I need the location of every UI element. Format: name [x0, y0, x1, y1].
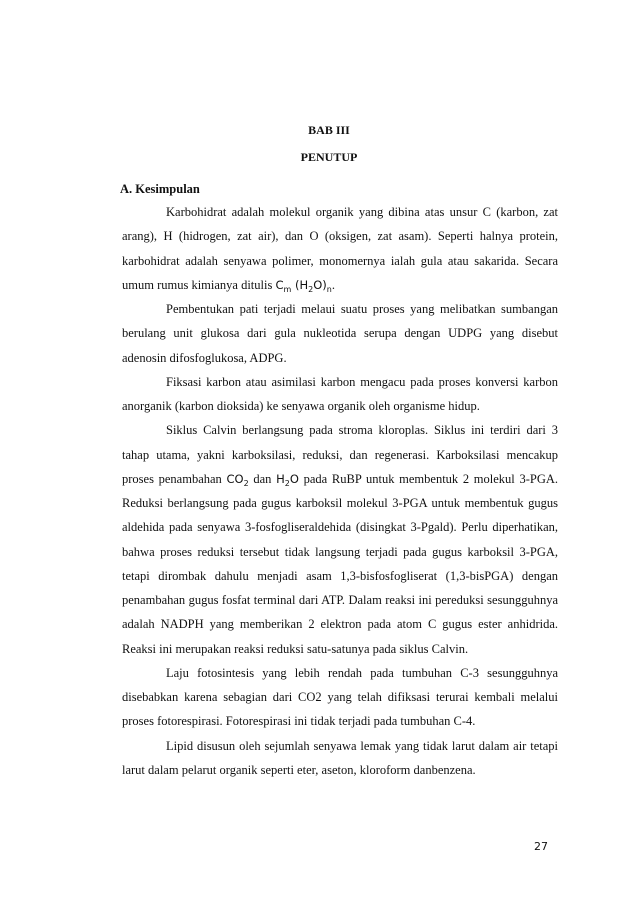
calvin-text-start: Siklus Calvin berlangsung pada stroma kloroplas. Siklus ini terdiri dari 3 tahap utama, yakni karboksilasi, reduksi, dan regenerasi. Karboksilasi mencakup proses penambahan: [122, 423, 558, 486]
paragraph-carbohydrate-text: Karbohidrat adalah molekul organik yang dibina atas unsur C (karbon, zat arang), H (hidrogen, zat air), dan O (oksigen, zat asam). Seperti halnya protein, karbohidrat adalah senyawa polimer, monomernya ialah gula atau sakarida. Secara umum rumus kimianya ditulis: [122, 205, 558, 292]
calvin-text-between: dan: [248, 471, 277, 486]
co2-formula: [226, 472, 248, 486]
paragraph-lipid: Lipid disusun oleh sejumlah senyawa lemak yang tidak larut dalam air tetapi larut dalam pelarut organik seperti eter, aseton, kloroform danbenzena.: [122, 738, 558, 777]
carbohydrate-formula: [275, 278, 331, 292]
chapter-title: PENUTUP: [300, 150, 358, 164]
formula-h: (H: [291, 277, 309, 292]
h2o-o: O: [289, 471, 299, 486]
paragraph-starch: Pembentukan pati terjadi melaui suatu proses yang melibatkan sumbangan berulang unit glukosa dari gula nukleotida serupa dengan UDPG yang disebut adenosin difosfoglukosa, ADPG.: [122, 302, 558, 365]
formula-subscript-n: n: [326, 284, 332, 294]
calvin-text-end: pada RuBP untuk membentuk 2 molekul 3-PGA. Reduksi berlangsung pada gugus karboksil molekul 3-PGA untuk membentuk gugus aldehida pada senyawa 3-fosfogliseraldehida (disingkat 3-Pgald). Perlu diperhatikan, bahwa proses reduksi tersebut tidak langsung terjadi pada gugus karboksil 3-PGA, tetapi dirombak dahulu menjadi asam 1,3-bisfosfogliserat (1,3-bisPGA) dengan penambahan gugus fosfat terminal dari ATP. Dalam reaksi ini pereduksi sesungguhnya adalah NADPH yang memberikan 2 elektron pada atom C gugus ester anhidrida. Reaksi ini merupakan reaksi reduksi satu-satunya pada siklus Calvin.: [122, 471, 558, 656]
co2-co: CO: [226, 471, 244, 486]
formula-subscript-m: m: [283, 284, 292, 294]
paragraph-calvin-cycle: [122, 418, 558, 661]
formula-o: O): [313, 277, 327, 292]
body-text: [122, 200, 558, 782]
paragraph-carbon-fixation: Fiksasi karbon atau asimilasi karbon mengacu pada proses konversi karbon anorganik (karbon dioksida) ke senyawa organik oleh organisme hidup.: [122, 374, 558, 413]
formula-subscript-2: 2: [308, 284, 314, 294]
paragraph-carbohydrate: [122, 200, 558, 297]
h2o-subscript: 2: [284, 478, 290, 488]
co2-subscript: 2: [243, 478, 249, 488]
paragraph-photosynthesis: Laju fotosintesis yang lebih rendah pada tumbuhan C-3 sesungguhnya disebabkan karena sebagian dari CO2 yang telah difiksasi terurai kembali melalui proses fotorespirasi. Fotorespirasi ini tidak terjadi pada tumbuhan C-4.: [122, 665, 558, 729]
h2o-formula: [276, 472, 299, 486]
page-number: 27: [534, 840, 548, 853]
h2o-h: H: [276, 471, 285, 486]
paragraph-carbohydrate-end: .: [331, 277, 335, 292]
section-heading: A. Kesimpulan: [120, 182, 200, 196]
chapter-number: BAB III: [308, 123, 350, 137]
formula-c: C: [275, 277, 284, 292]
